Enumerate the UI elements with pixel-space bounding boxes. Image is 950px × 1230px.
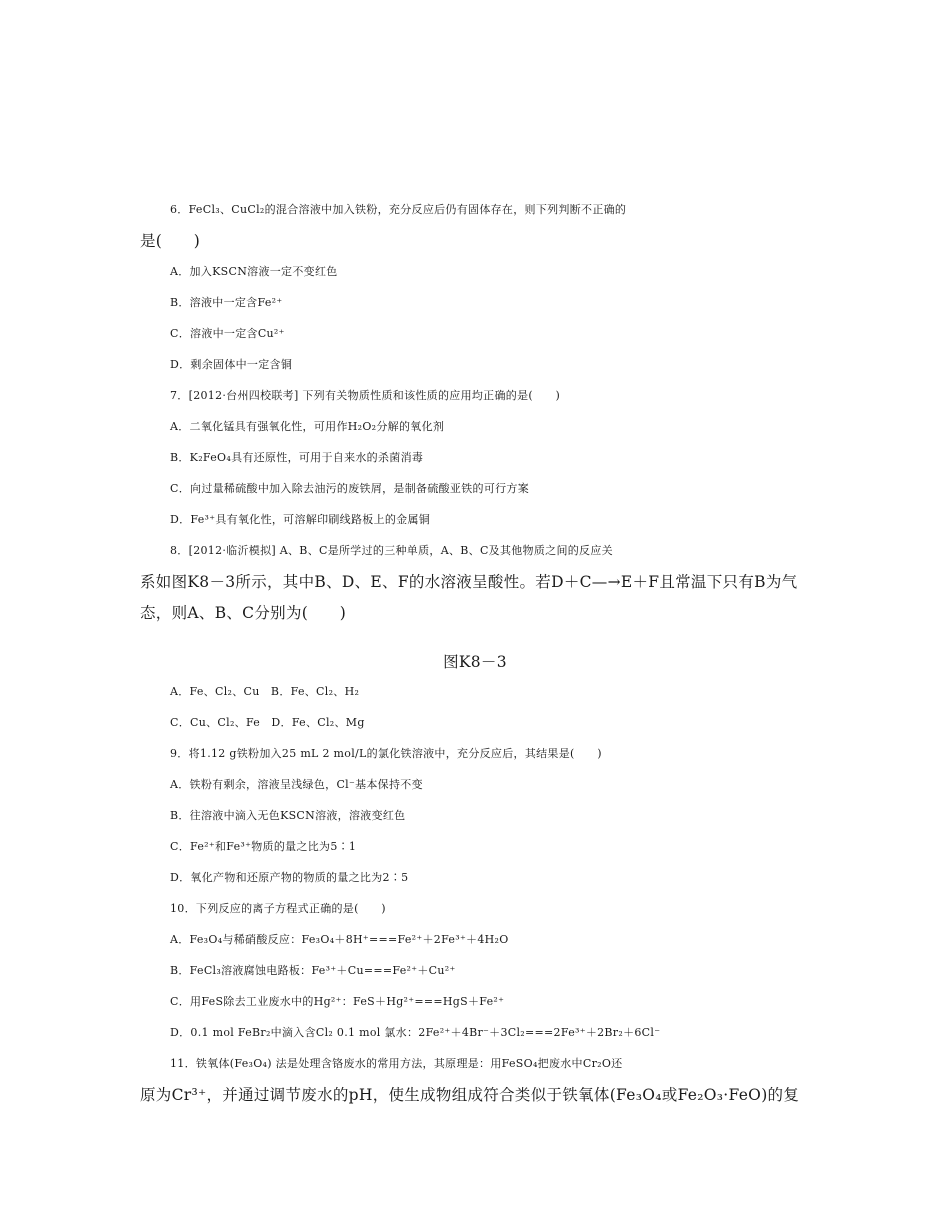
- question-8-stem: 8．[2012·临沂模拟] A、B、C是所学过的三种单质，A、B、C及其他物质之间的反应关: [170, 544, 613, 557]
- q10-option-a: A．Fe₃O₄与稀硝酸反应：Fe₃O₄＋8H⁺===Fe²⁺＋2Fe³⁺＋4H₂O: [170, 933, 509, 946]
- question-7-stem: 7．[2012·台州四校联考] 下列有关物质性质和该性质的应用均正确的是( ): [170, 389, 561, 402]
- figure-caption: 图K8－3: [443, 653, 507, 671]
- q9-option-a: A．铁粉有剩余，溶液呈浅绿色，Cl⁻基本保持不变: [170, 778, 423, 791]
- q10-option-b: B．FeCl₃溶液腐蚀电路板：Fe³⁺＋Cu===Fe²⁺＋Cu²⁺: [170, 964, 456, 977]
- q6-option-d: D．剩余固体中一定含铜: [170, 358, 293, 371]
- q7-option-c: C．向过量稀硫酸中加入除去油污的废铁屑，是制备硫酸亚铁的可行方案: [170, 482, 530, 495]
- question-11-stem-cont: 原为Cr³⁺，并通过调节废水的pH，使生成物组成符合类似于铁氧体(Fe₃O₄或Fe₂O₃·FeO)的复: [140, 1086, 800, 1104]
- question-10-stem: 10．下列反应的离子方程式正确的是( ): [170, 902, 386, 915]
- q8-options-cd: C．Cu、Cl₂、Fe D．Fe、Cl₂、Mg: [170, 716, 365, 729]
- q9-option-c: C．Fe²⁺和Fe³⁺物质的量之比为5∶1: [170, 840, 357, 853]
- q7-option-b: B．K₂FeO₄具有还原性，可用于自来水的杀菌消毒: [170, 451, 424, 464]
- question-8-stem-end: 态，则A、B、C分别为( ): [140, 604, 347, 622]
- q8-options-ab: A．Fe、Cl₂、Cu B．Fe、Cl₂、H₂: [170, 685, 360, 698]
- q7-option-a: A．二氧化锰具有强氧化性，可用作H₂O₂分解的氧化剂: [170, 420, 445, 433]
- q7-option-d: D．Fe³⁺具有氧化性，可溶解印刷线路板上的金属铜: [170, 513, 431, 526]
- question-11-stem: 11．铁氧体(Fe₃O₄) 法是处理含铬废水的常用方法，其原理是：用FeSO₄把废水中Cr₂O还: [170, 1057, 623, 1070]
- q9-option-d: D．氧化产物和还原产物的物质的量之比为2∶5: [170, 871, 409, 884]
- q6-option-b: B．溶液中一定含Fe²⁺: [170, 296, 283, 309]
- q10-option-d: D．0.1 mol FeBr₂中滴入含Cl₂ 0.1 mol 氯水：2Fe²⁺＋4Br⁻＋3Cl₂===2Fe³⁺＋2Br₂＋6Cl⁻: [170, 1026, 661, 1039]
- question-8-stem-cont: 系如图K8－3所示，其中B、D、E、F的水溶液呈酸性。若D＋C—→E＋F且常温下只有B为气: [140, 573, 798, 591]
- question-6-stem-cont: 是( ): [140, 232, 201, 250]
- q10-option-c: C．用FeS除去工业废水中的Hg²⁺：FeS＋Hg²⁺===HgS＋Fe²⁺: [170, 995, 505, 1008]
- q9-option-b: B．往溶液中滴入无色KSCN溶液，溶液变红色: [170, 809, 406, 822]
- q6-option-a: A．加入KSCN溶液一定不变红色: [170, 265, 338, 278]
- question-9-stem: 9．将1.12 g铁粉加入25 mL 2 mol/L的氯化铁溶液中，充分反应后，其结果是( ): [170, 747, 602, 760]
- q6-option-c: C．溶液中一定含Cu²⁺: [170, 327, 285, 340]
- question-6-stem: 6．FeCl₃、CuCl₂的混合溶液中加入铁粉，充分反应后仍有固体存在，则下列判断不正确的: [170, 203, 627, 216]
